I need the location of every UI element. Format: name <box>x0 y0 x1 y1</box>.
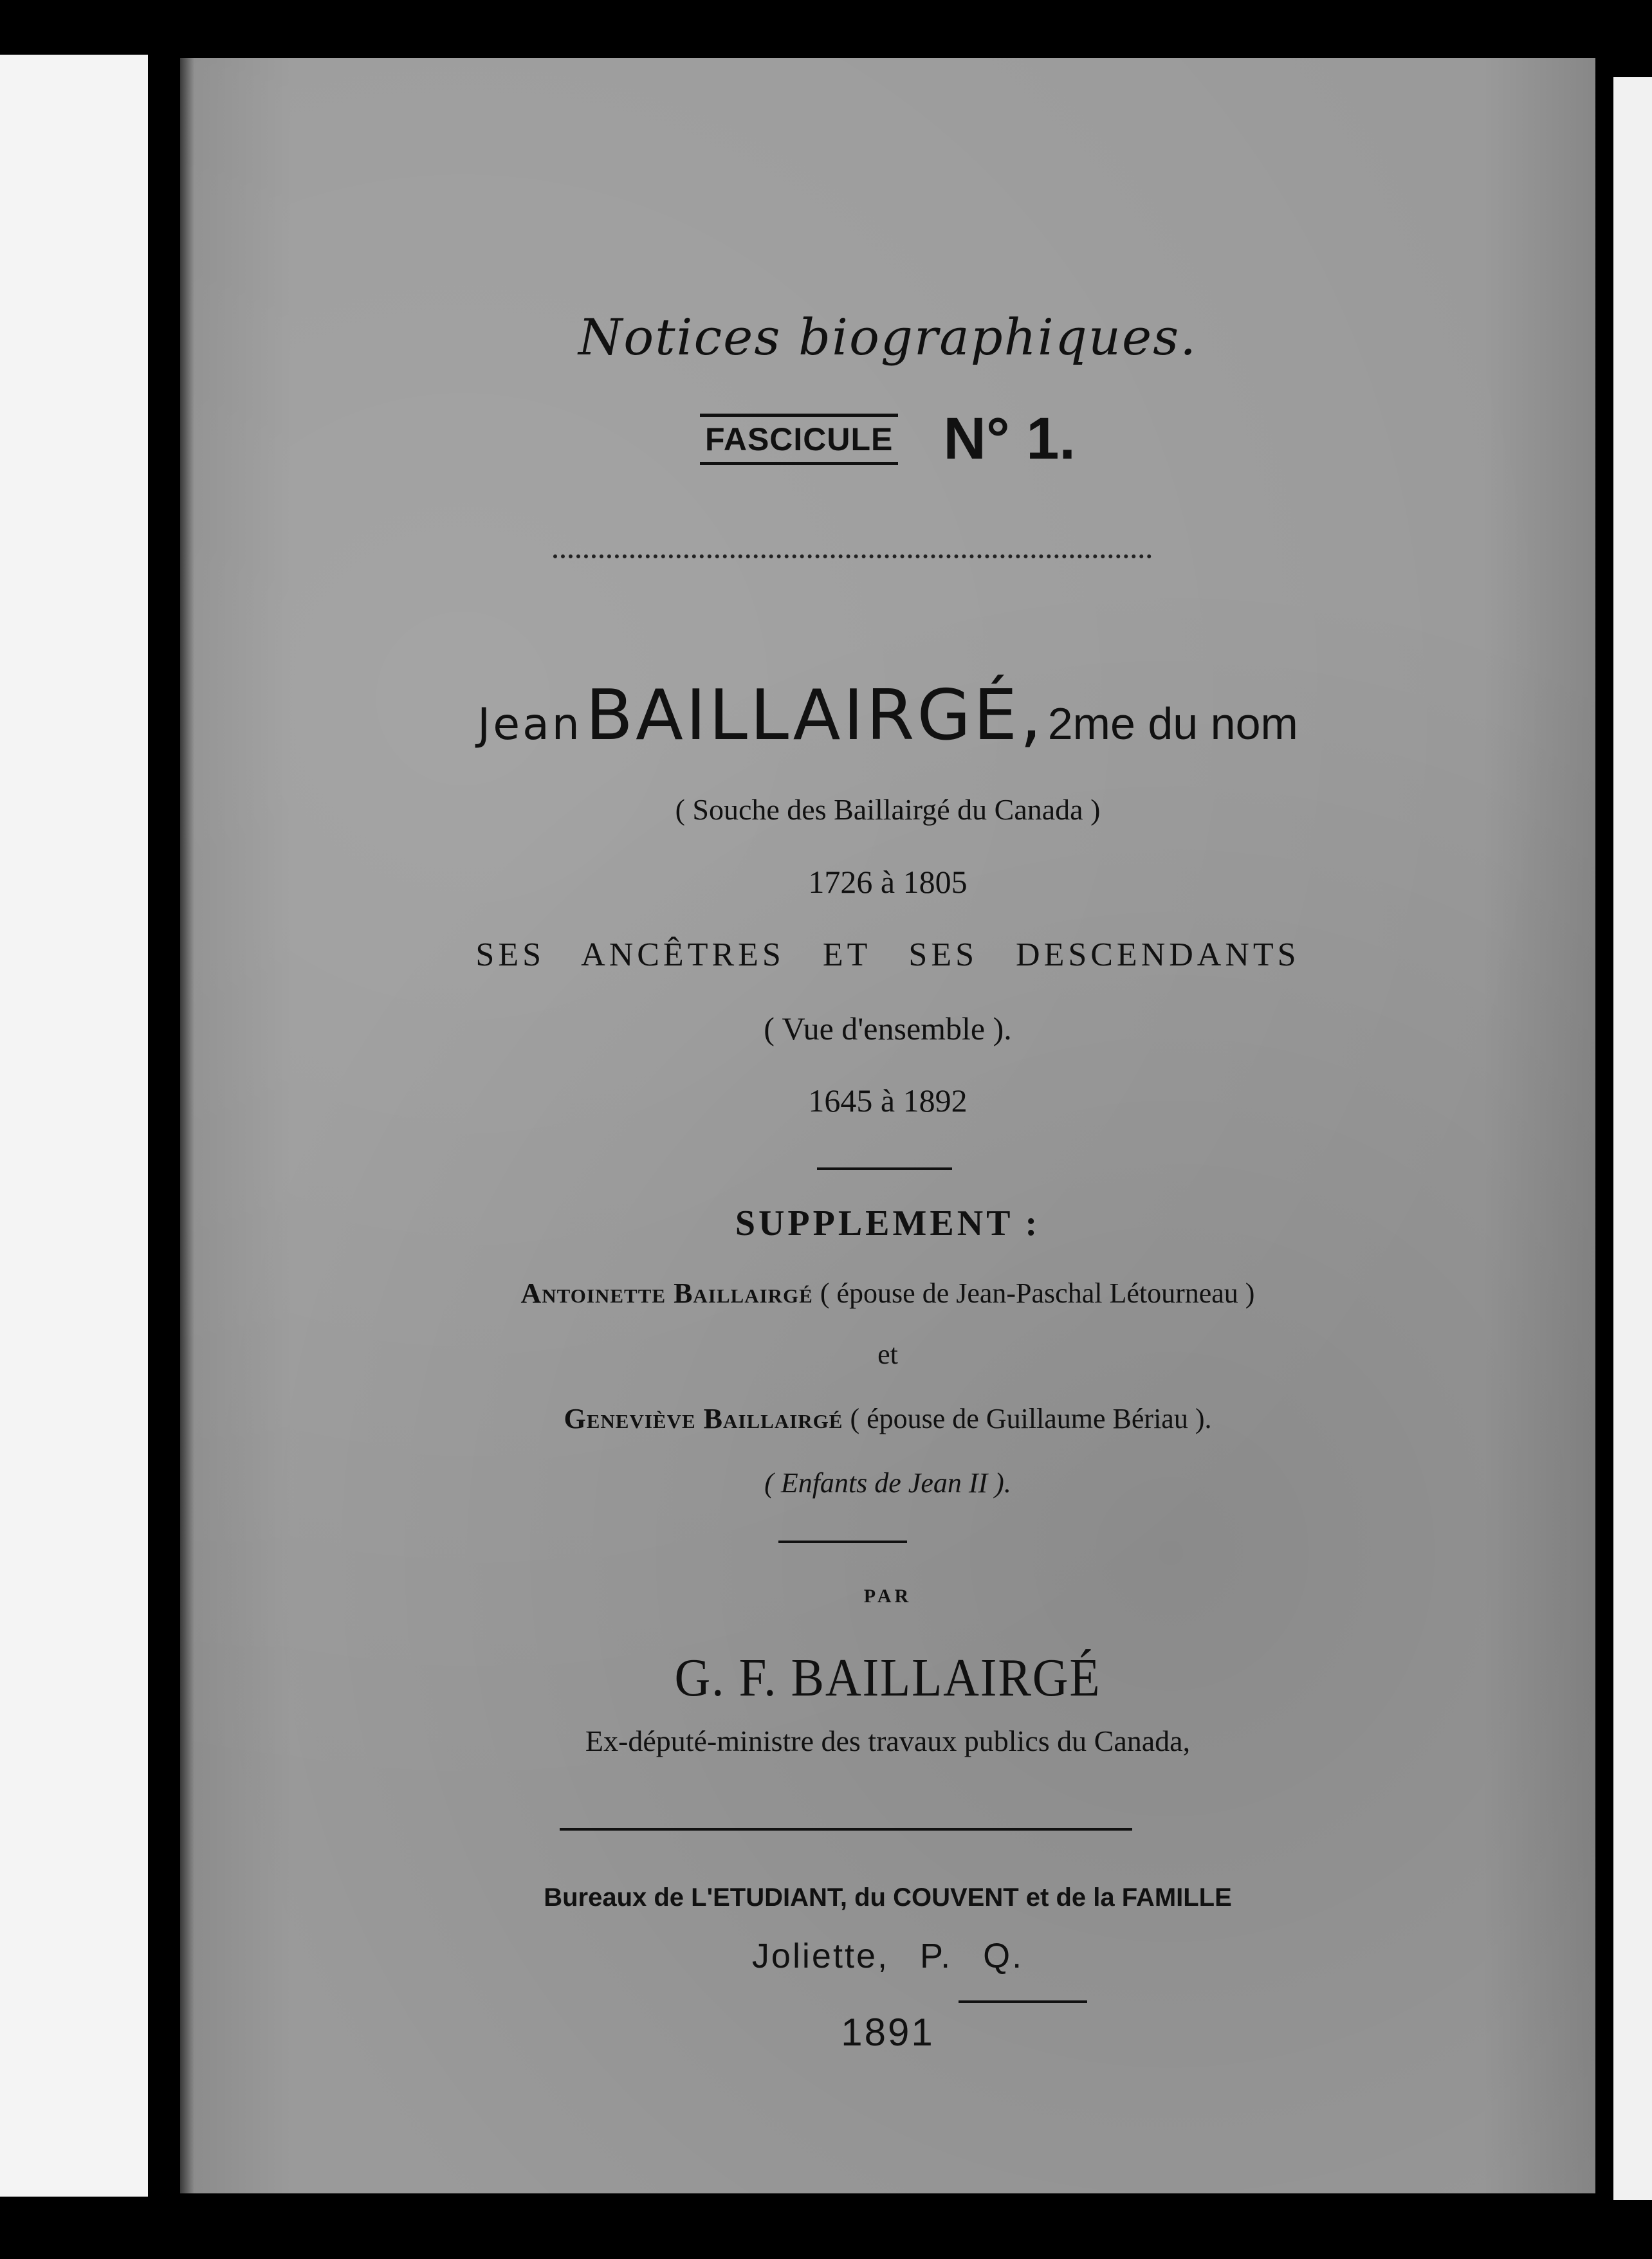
genevieve-name: Geneviève Baillairgé <box>564 1403 843 1434</box>
supplement-genevieve <box>180 1402 1595 1435</box>
souche-line: ( Souche des Baillairgé du Canada ) <box>675 793 1101 826</box>
title-page <box>180 58 1595 2193</box>
span-dates: 1645 à 1892 <box>808 1083 968 1119</box>
scan-margin-right <box>1613 77 1652 2200</box>
title-surname: BAILLAIRGÉ, <box>585 675 1045 756</box>
conjunction-et: et <box>877 1339 898 1370</box>
author-name: G. F. BAILLAIRGÉ <box>674 1648 1101 1708</box>
fascicule-number: N° 1. <box>943 406 1076 471</box>
life-dates: 1726 à 1805 <box>808 864 968 900</box>
publication-year: 1891 <box>841 2011 935 2054</box>
fascicule-label: FASCICULE <box>700 414 898 465</box>
main-title <box>180 675 1595 756</box>
dotted-divider <box>553 554 1152 558</box>
ancestors-heading: SES ANCÊTRES ET SES DESCENDANTS <box>475 937 1300 973</box>
publisher-offices: Bureaux de L'ETUDIANT, du COUVENT et de la FAMILLE <box>544 1883 1232 1912</box>
supplement-heading: SUPPLEMENT : <box>735 1203 1041 1243</box>
children-note: ( Enfants de Jean II ). <box>764 1467 1011 1499</box>
supplement-antoinette <box>180 1277 1595 1310</box>
antoinette-name: Antoinette Baillairgé <box>520 1277 813 1309</box>
antoinette-note: ( épouse de Jean-Paschal Létourneau ) <box>820 1277 1255 1309</box>
series-title: Notices biographiques. <box>578 309 1197 367</box>
author-role: Ex-député-ministre des travaux publics du Canada, <box>585 1724 1191 1757</box>
short-rule-2 <box>778 1541 907 1543</box>
genevieve-note: ( épouse de Guillaume Bériau ). <box>850 1403 1212 1434</box>
by-label: PAR <box>863 1586 912 1607</box>
short-rule <box>817 1167 952 1170</box>
year-rule <box>959 2000 1087 2003</box>
page-binding-edge <box>180 58 194 2193</box>
publication-place: Joliette, P. Q. <box>751 1937 1024 1975</box>
scan-margin-left <box>0 55 148 2197</box>
long-rule <box>560 1828 1132 1831</box>
overview-note: ( Vue d'ensemble ). <box>764 1011 1012 1047</box>
title-first-name: Jean <box>477 699 582 750</box>
fascicule-row <box>180 405 1595 473</box>
title-suffix: 2me du nom <box>1047 699 1298 749</box>
